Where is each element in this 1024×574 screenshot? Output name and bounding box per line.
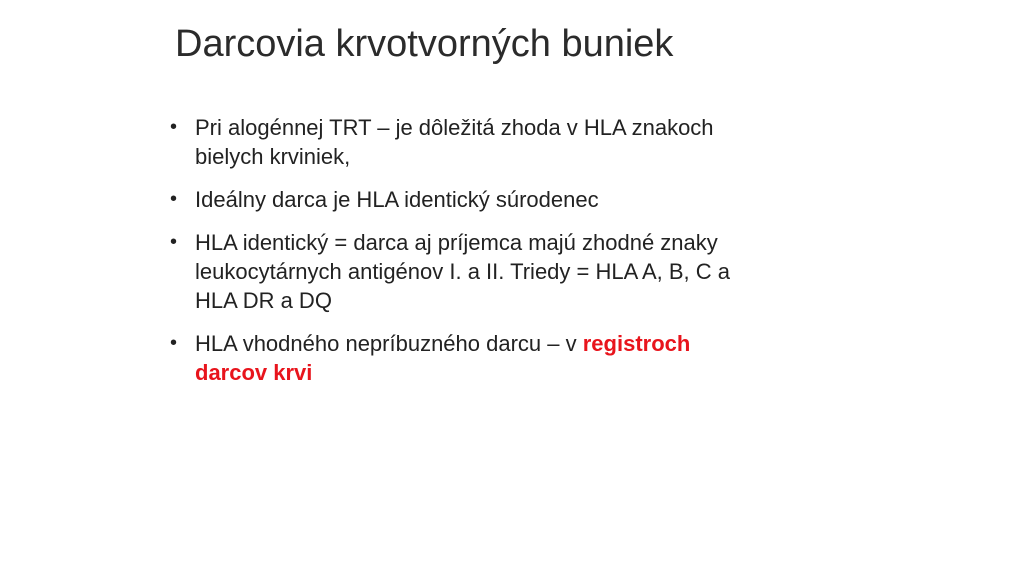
- bullet-text-line: [195, 329, 870, 358]
- bullet-text-line: HLA DR a DQ: [195, 288, 332, 313]
- highlight-text: registroch: [582, 331, 691, 356]
- bullet-text-line: HLA identický = darca aj príjemca majú zhodné znaky: [195, 230, 718, 255]
- highlight-text: darcov krvi: [195, 360, 313, 385]
- bullet-dot-icon: •: [170, 116, 178, 138]
- bullet-dot-icon: •: [170, 231, 178, 253]
- bullet-text-line: Pri alogénnej TRT – je dôležitá zhoda v HLA znakoch: [195, 115, 714, 140]
- bullet-text-line: leukocytárnych antigénov I. a II. Triedy = HLA A, B, C a: [195, 259, 731, 284]
- slide-title: Darcovia krvotvorných buniek: [175, 23, 674, 65]
- bullet-list: [170, 113, 870, 401]
- bullet-text-line: Ideálny darca je HLA identický súrodenec: [195, 187, 599, 212]
- bullet-text-line: bielych krviniek,: [195, 144, 351, 169]
- bullet-item: [170, 185, 870, 214]
- bullet-item: [170, 113, 870, 171]
- bullet-dot-icon: •: [170, 332, 178, 354]
- bullet-item: [170, 329, 870, 387]
- bullet-dot-icon: •: [170, 188, 178, 210]
- bullet-item: [170, 228, 870, 315]
- bullet-text-plain: HLA vhodného nepríbuzného darcu – v: [195, 331, 583, 356]
